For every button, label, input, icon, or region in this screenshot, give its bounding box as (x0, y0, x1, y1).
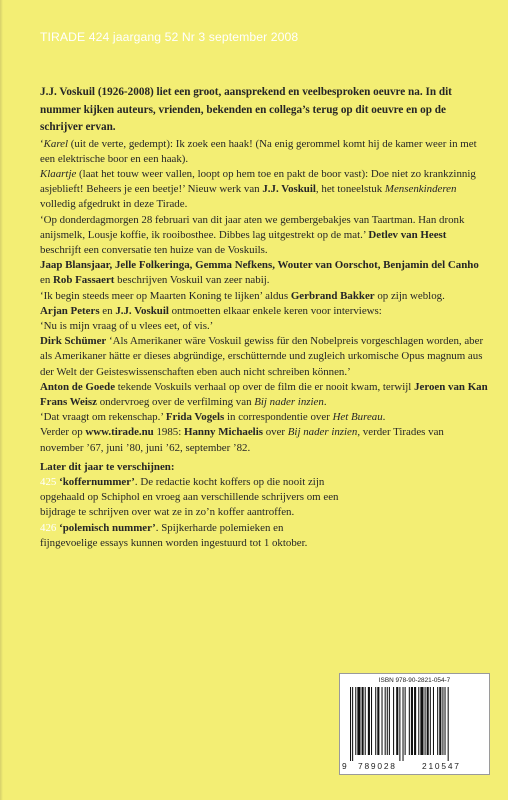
film-title: Bij nader inzien (254, 395, 324, 408)
fassaert-name: Rob Fassaert (53, 274, 115, 287)
barcode-bar (396, 687, 398, 755)
barcode-digit-lead: 9 (342, 761, 347, 771)
website-link: www.tirade.nu (85, 426, 154, 439)
barcode-bar (425, 687, 426, 755)
barcode-bar (368, 687, 370, 755)
upcoming-title: Later dit jaar te verschijnen: (40, 460, 175, 473)
barcode-bar (430, 687, 431, 755)
upcoming-item-426: 426 ‘polemisch nummer’. Spijkerharde polemieken en fijngevoelige essays kunnen worden ingestuurd tot 1 oktober. (40, 521, 308, 549)
barcode-bar (427, 687, 429, 755)
barcode-bar (375, 687, 376, 755)
upcoming-item-425: 425 ‘koffernummer’. De redactie kocht koffers op die nooit zijn opgehaald op Schiphol en vroeg aan verschillende schrijvers om een bijdrage te schrijven over wat ze in zo’n koffer aantroffen. (40, 475, 339, 519)
names-paragraph: Jaap Blansjaar, Jelle Folkeringa, Gemma Nefkens, Wouter van Oorschot, Benjamin del Canho en Rob Fassaert beschrijven Voskuil van zeer nabij. ‘Ik begin steeds meer op Maarten Koning te lijken’ aldus Gerbrand Bakker op zijn weblog. (40, 259, 479, 302)
barcode-digits-left: 789028 (358, 761, 397, 771)
heest-paragraph: ‘Op donderdagmorgen 28 februari van dit jaar aten we gembergebakjes van Taartman. Han dronk anijsmelk, Lousje koffie, ik rooibosthee. Dibbes lag uitgestrekt op de mat.’ Detlev van Heest beschrijft een conversatie ten huize van de Voskuils. (40, 213, 465, 256)
barcode-bar (362, 687, 364, 755)
klaartje-name: Klaartje (40, 167, 77, 180)
vogels-paragraph: ‘Dat vraagt om rekenschap.’ Frida Vogels in correspondentie over Het Bureau. (40, 411, 386, 424)
barcode-bar (393, 687, 394, 755)
peters-quote: ‘Nu is mijn vraag of u vlees eet, of vis.’ (40, 319, 214, 332)
barcode-bar (352, 687, 353, 761)
barcode-bar (439, 687, 441, 755)
barcode-bar (377, 687, 379, 755)
issue-title-425: ‘koffernummer’ (59, 475, 135, 488)
barcode-digits-right: 210547 (422, 761, 461, 771)
barcode-bar (403, 687, 404, 761)
barcode-bar (442, 687, 443, 755)
intro-paragraph: J.J. Voskuil (1926-2008) liet een groot, aansprekend en veelbesproken oeuvre na. In dit nummer kijken auteurs, vrienden, bekenden en collega’s terug op dit oeuvre en op de schrijver ervan. (40, 86, 452, 133)
vogels-name: Frida Vogels (165, 411, 225, 424)
barcode-bar (437, 687, 438, 755)
novel-title: Bij nader inzien (287, 426, 358, 439)
barcode-bar (382, 687, 383, 755)
barcode-bar (405, 687, 406, 755)
barcode-bar (385, 687, 386, 755)
issue-title-426: ‘polemisch nummer’ (59, 521, 156, 534)
issue-header: TIRADE 424 jaargang 52 Nr 3 september 2008 (40, 30, 299, 44)
cover-text (40, 84, 488, 551)
barcode-bar (418, 687, 419, 755)
verder-paragraph: Verder op www.tirade.nu 1985: Hanny Michaelis over Bij nader inzien, verder Tirades van november ’67, juni ’80, juni ’62, september ’82. (40, 426, 444, 454)
author-name: J.J. Voskuil (262, 183, 316, 196)
barcode-bar (355, 687, 356, 755)
barcode-bar (350, 687, 351, 761)
bakker-name: Gerbrand Bakker (290, 289, 375, 302)
barcode-bar (365, 687, 366, 755)
barcode-bar (357, 687, 360, 755)
isbn-barcode (339, 673, 490, 775)
voskuil-name: J.J. Voskuil (115, 304, 169, 317)
barcode-bar (399, 687, 400, 761)
heest-name: Detlev van Heest (368, 228, 447, 241)
karel-paragraph: ‘Karel (uit de verte, gedempt): Ik zoek een haak! (Na enig gerommel komt hij de kamer weer in met een elektrische boor en een haak). Klaartje (laat het touw weer vallen, loopt op hem toe en pakt de boor vast): Doe niet zo krankzinnig asjeblieft! Beheers je een beetje!’ Nieuw werk van J.J. Voskuil, het toneelstuk Mensenkinderen volledig afgedrukt in deze Tirade. (40, 137, 477, 211)
barcode-bar (389, 687, 390, 755)
issue-number-426: 426 (40, 521, 57, 534)
schumer-paragraph: Dirk Schümer ‘Als Amerikaner wäre Voskuil gewiss für den Nobelpreis vorgeschlagen worden, aber als Amerikaner hätte er dieses abgründige, erschütternde und zugleich urkomische Opus magnum aus der Welt der Geisteswissenschaften eben auch nicht schreiben können.’ (40, 335, 484, 378)
contributors-list: Jaap Blansjaar, Jelle Folkeringa, Gemma Nefkens, Wouter van Oorschot, Benjamin del Canho (40, 259, 479, 272)
barcode-bar (411, 687, 413, 755)
barcode-bar (433, 687, 434, 755)
peters-name: Arjan Peters (40, 304, 100, 317)
karel-name: Karel (43, 137, 69, 150)
play-title: Mensenkinderen (384, 183, 457, 196)
barcode-bars (348, 687, 481, 761)
goede-paragraph: Anton de Goede tekende Voskuils verhaal op over de film die er nooit kwam, terwijl Jeroen van Kan Frans Weisz ondervroeg over de verfilming van Bij nader inzien. (40, 380, 488, 408)
upcoming-section (40, 460, 488, 551)
barcode-bar (409, 687, 410, 755)
barcode-bar (448, 687, 449, 761)
barcode-bar (387, 687, 388, 755)
peters-paragraph: Arjan Peters en J.J. Voskuil ontmoetten elkaar enkele keren voor interviews: ‘Nu is mijn vraag of u vlees eet, of vis.’ (40, 304, 382, 332)
schumer-name: Dirk Schümer (40, 335, 107, 348)
kan-weisz-names: Jeroen van Kan Frans Weisz (40, 380, 488, 408)
barcode-bar (371, 687, 372, 755)
goede-name: Anton de Goede (40, 380, 116, 393)
isbn-number: ISBN 978-90-2821-054-7 (378, 677, 451, 684)
barcode-bar (420, 687, 423, 755)
michaelis-name: Hanny Michaelis (184, 426, 263, 439)
barcode-bar (414, 687, 416, 755)
barcode-bar (445, 687, 446, 755)
issue-number-425: 425 (40, 475, 57, 488)
bureau-title: Het Bureau (332, 411, 383, 424)
